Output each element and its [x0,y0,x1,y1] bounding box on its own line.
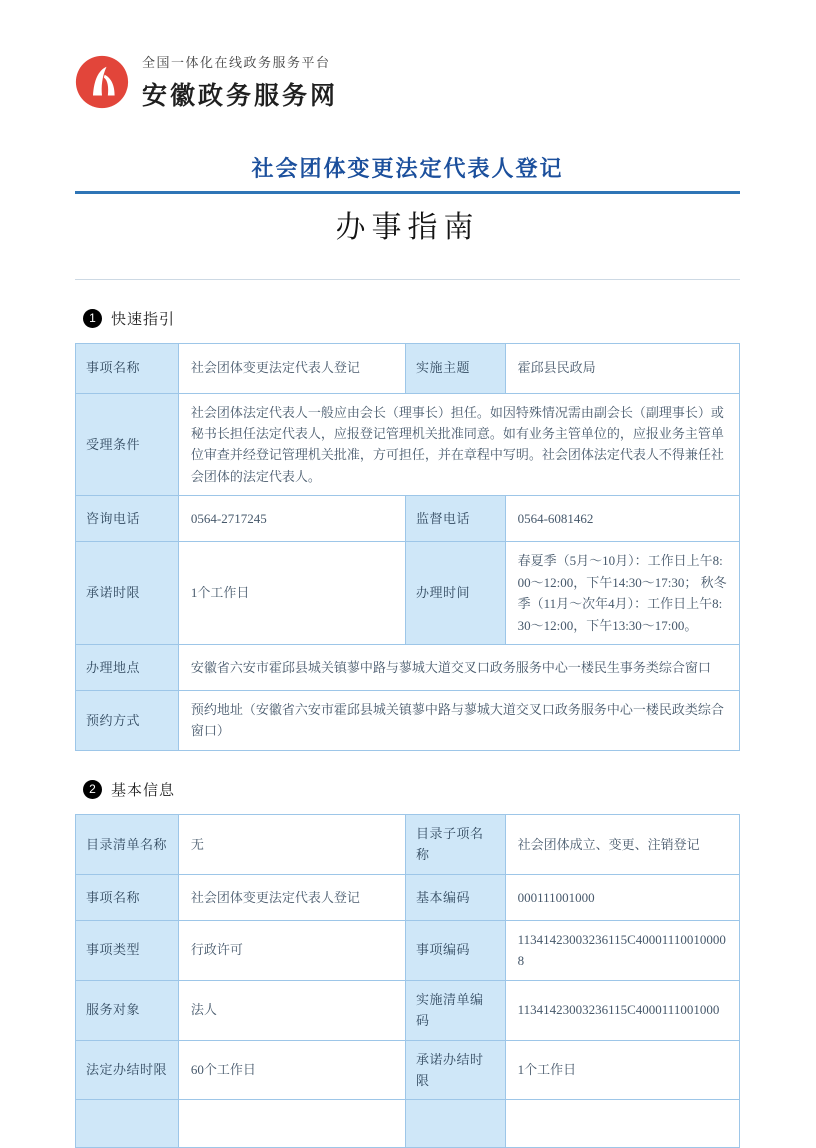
table-row [76,496,740,542]
field-label: 基本编码 [405,874,505,920]
page-subtitle: 办事指南 [335,211,480,244]
section-basic-info-heading [83,779,740,800]
field-value: 无 [178,814,405,874]
field-label: 承诺办结时限 [405,1040,505,1100]
section-quick-guide-heading [83,308,740,329]
quick-guide-table [75,343,740,751]
field-label: 监督电话 [405,496,505,542]
table-row [76,814,740,874]
table-row [76,874,740,920]
field-value: 11341423003236115C400011100100008 [505,920,739,980]
field-label [405,1100,505,1148]
field-label: 目录清单名称 [76,814,179,874]
table-row [76,980,740,1040]
section-title: 快速指引 [111,311,176,328]
table-row [76,1040,740,1100]
field-value: 社会团体法定代表人一般应由会长（理事长）担任。如因特殊情况需由副会长（副理事长）或秘书长担任法定代表人，应报登记管理机关批准同意。如有业务主管单位的，应报业务主管单位审查并经登记管理机关批准，方可担任，并在章程中写明。社会团体法定代表人不得兼任社会团体的法定代表人。 [178,393,739,496]
table-row [76,393,740,496]
field-label: 承诺时限 [76,542,179,645]
field-label: 办理地点 [76,645,179,691]
field-label: 预约方式 [76,691,179,751]
circled-number-icon: 2 [83,780,102,799]
field-value: 1个工作日 [178,542,405,645]
field-label [76,1100,179,1148]
table-row [76,645,740,691]
field-label: 咨询电话 [76,496,179,542]
field-value: 行政许可 [178,920,405,980]
section-title: 基本信息 [111,782,176,799]
field-value: 0564-6081462 [505,496,739,542]
field-value: 社会团体变更法定代表人登记 [178,343,405,393]
site-name-block [142,52,338,112]
field-label: 实施主题 [405,343,505,393]
field-label: 目录子项名称 [405,814,505,874]
field-label: 事项编码 [405,920,505,980]
field-value: 000111001000 [505,874,739,920]
field-label: 实施清单编码 [405,980,505,1040]
title-underline [75,191,740,194]
table-row-partial [76,1100,740,1148]
field-value: 预约地址（安徽省六安市霍邱县城关镇蓼中路与蓼城大道交叉口政务服务中心一楼民政类综合窗口） [178,691,739,751]
field-label: 受理条件 [76,393,179,496]
table-row [76,343,740,393]
field-value: 11341423003236115C4000111001000 [505,980,739,1040]
field-value: 1个工作日 [505,1040,739,1100]
field-label: 事项名称 [76,874,179,920]
field-label: 办理时间 [405,542,505,645]
site-name: 安徽政务服务网 [142,82,339,110]
platform-name: 全国一体化在线政务服务平台 [142,55,331,70]
section-divider [75,279,740,280]
field-value: 社会团体变更法定代表人登记 [178,874,405,920]
field-value: 60个工作日 [178,1040,405,1100]
field-value: 春夏季（5月～10月）：工作日上午8:00～12:00，下午14:30～17:30； 秋冬季（11月～次年4月）：工作日上午8:30～12:00，下午13:30～17:00。 [505,542,739,645]
field-value: 法人 [178,980,405,1040]
field-label: 法定办结时限 [76,1040,179,1100]
field-label: 服务对象 [76,980,179,1040]
field-value: 安徽省六安市霍邱县城关镇蓼中路与蓼城大道交叉口政务服务中心一楼民生事务类综合窗口 [178,645,739,691]
table-row [76,542,740,645]
anhui-gov-emblem-icon [75,55,129,109]
table-row [76,691,740,751]
field-value: 霍邱县民政局 [505,343,739,393]
circled-number-icon: 1 [83,309,102,328]
field-value: 0564-2717245 [178,496,405,542]
field-value [505,1100,739,1148]
site-header [75,52,740,112]
field-label: 事项类型 [76,920,179,980]
field-value: 社会团体成立、变更、注销登记 [505,814,739,874]
field-label: 事项名称 [76,343,179,393]
table-row [76,920,740,980]
field-value [178,1100,405,1148]
page-title: 社会团体变更法定代表人登记 [251,156,564,181]
basic-info-table [75,814,740,1148]
